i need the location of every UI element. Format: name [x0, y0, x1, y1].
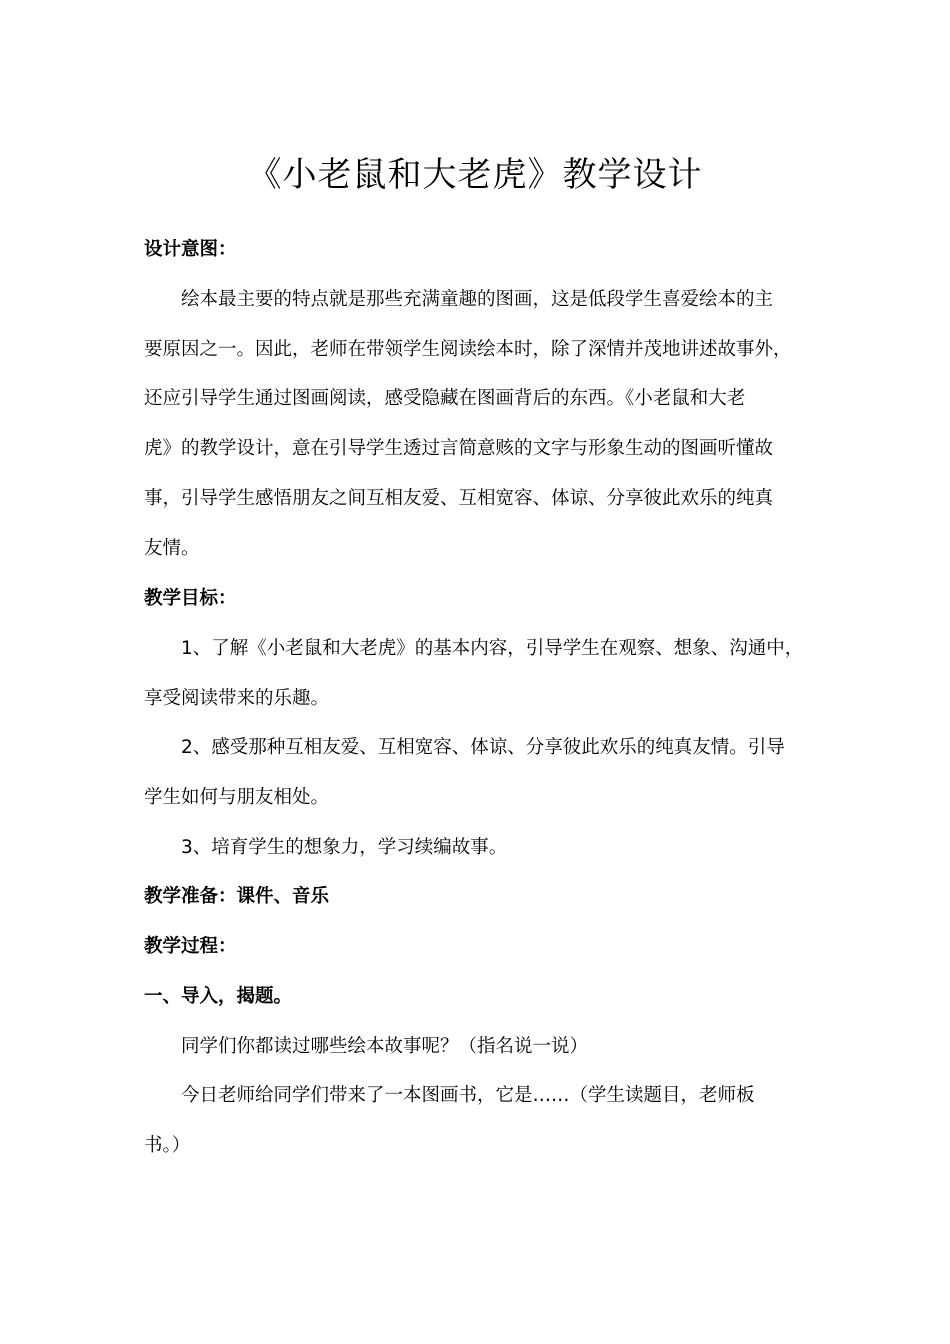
process-line-3: 书。） [144, 1135, 191, 1156]
intent-line-2: 要原因之一。因此，老师在带领学生阅读绘本时，除了深情并茂地讲述故事外， [144, 339, 792, 360]
preparation-line: 教学准备：课件、音乐 [144, 886, 330, 907]
goals-heading: 教学目标： [144, 588, 237, 609]
process-section-1-heading: 一、导入，揭题。 [144, 986, 293, 1007]
intent-line-5: 事，引导学生感悟朋友之间互相友爱、互相宽容、体谅、分享彼此欢乐的纯真 [144, 488, 774, 509]
goal-line-1: 1、了解《小老鼠和大老虎》的基本内容，引导学生在观察、想象、沟通中， [181, 638, 804, 659]
goal-line-4: 学生如何与朋友相处。 [144, 787, 330, 808]
process-heading: 教学过程： [144, 936, 237, 957]
goal-line-5: 3、培育学生的想象力，学习续编故事。 [181, 837, 508, 858]
intent-line-1: 绘本最主要的特点就是那些充满童趣的图画，这是低段学生喜爱绘本的主 [181, 289, 774, 310]
goal-line-2: 享受阅读带来的乐趣。 [144, 688, 330, 709]
intent-line-6: 友情。 [144, 538, 200, 559]
intent-line-4: 虎》的教学设计，意在引导学生透过言简意赅的文字与形象生动的图画听懂故 [144, 438, 774, 459]
intent-heading: 设计意图： [144, 239, 237, 260]
process-line-1: 同学们你都读过哪些绘本故事呢？（指名说一说） [181, 1036, 589, 1057]
document-title: 《小老鼠和大老虎》教学设计 [247, 155, 703, 195]
goal-line-3: 2、感受那种互相友爱、互相宽容、体谅、分享彼此欢乐的纯真友情。引导 [181, 737, 785, 758]
intent-line-3: 还应引导学生通过图画阅读，感受隐藏在图画背后的东西。《小老鼠和大老 [144, 388, 746, 409]
process-line-2: 今日老师给同学们带来了一本图画书，它是……（学生读题目，老师板 [181, 1085, 755, 1106]
